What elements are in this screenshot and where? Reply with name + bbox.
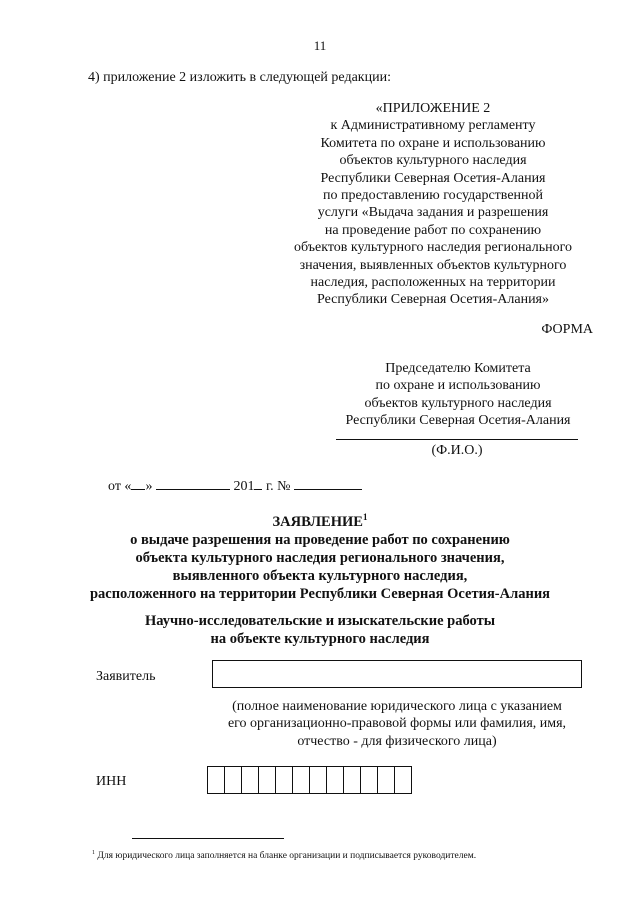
inn-digit-cell[interactable] — [343, 766, 361, 794]
fio-input-line[interactable] — [336, 439, 578, 440]
date-year-suffix: г. № — [265, 479, 291, 494]
appendix-line: услуги «Выдача задания и разрешения — [317, 205, 549, 221]
date-quote-close: » — [145, 479, 153, 494]
inn-digit-cell[interactable] — [360, 766, 378, 794]
inn-input-grid — [208, 766, 412, 794]
inn-digit-cell[interactable] — [241, 766, 259, 794]
document-number-field[interactable] — [294, 477, 362, 490]
title-line: объекта культурного наследия регионального значения, — [135, 549, 505, 566]
intro-paragraph: 4) приложение 2 изложить в следующей редакции: — [88, 70, 391, 85]
subtitle-line: Научно-исследовательские и изыскательские работы — [144, 613, 496, 629]
footnote-mark: 1 — [92, 850, 95, 856]
inn-label: ИНН — [96, 774, 127, 789]
appendix-line: объектов культурного наследия регионального — [293, 240, 573, 256]
appendix-line: значения, выявленных объектов культурного — [299, 257, 567, 273]
inn-digit-cell[interactable] — [326, 766, 344, 794]
inn-digit-cell[interactable] — [258, 766, 276, 794]
inn-digit-cell[interactable] — [309, 766, 327, 794]
year-digit-field[interactable] — [254, 477, 262, 490]
day-field[interactable] — [131, 477, 145, 490]
footnote-ref: 1 — [362, 512, 368, 522]
appendix-line: наследия, расположенных на территории — [310, 275, 556, 291]
applicant-label: Заявитель — [96, 669, 156, 684]
appendix-line: на проведение работ по сохранению — [324, 222, 542, 238]
hint-line: отчество - для физического лица) — [297, 733, 497, 749]
page-number: 11 — [313, 38, 327, 53]
fio-label: (Ф.И.О.) — [431, 443, 483, 458]
title-line: о выдаче разрешения на проведение работ по сохранению — [130, 531, 510, 548]
subtitle-line: на объекте культурного наследия — [210, 631, 430, 647]
addressee-line: объектов культурного наследия — [364, 395, 552, 411]
statement-heading: ЗАЯВЛЕНИЕ — [272, 513, 363, 530]
appendix-line: «ПРИЛОЖЕНИЕ 2 — [375, 101, 491, 116]
appendix-line: Республики Северная Осетия-Алания» — [317, 292, 549, 308]
addressee-line: Республики Северная Осетия-Алания — [345, 413, 571, 429]
appendix-line: Республики Северная Осетия-Алания — [320, 170, 546, 186]
title-line: расположенного на территории Республики Северная Осетия-Алания — [89, 585, 551, 602]
inn-digit-cell[interactable] — [207, 766, 225, 794]
hint-line: (полное наименование юридического лица с указанием — [232, 699, 562, 714]
inn-digit-cell[interactable] — [394, 766, 412, 794]
date-number-line — [108, 477, 362, 495]
form-label: ФОРМА — [541, 322, 593, 337]
appendix-line: по предоставлению государственной — [322, 188, 544, 204]
appendix-header — [268, 100, 598, 309]
addressee-block — [318, 360, 598, 430]
addressee-line: Председателю Комитета — [385, 361, 531, 376]
statement-title — [0, 508, 640, 603]
appendix-line: объектов культурного наследия — [339, 153, 527, 169]
footnote-separator — [132, 838, 284, 839]
title-line: выявленного объекта культурного наследия, — [172, 567, 468, 584]
inn-digit-cell[interactable] — [292, 766, 310, 794]
footnote-text: Для юридического лица заполняется на бланке организации и подписывается руководителем. — [97, 851, 477, 862]
inn-digit-cell[interactable] — [275, 766, 293, 794]
hint-line: его организационно-правовой формы или фамилия, имя, — [227, 716, 567, 732]
month-field[interactable] — [156, 477, 230, 490]
footnote — [92, 850, 476, 861]
appendix-line: Комитета по охране и использованию — [320, 135, 546, 151]
work-type-subtitle — [0, 612, 640, 648]
inn-digit-cell[interactable] — [224, 766, 242, 794]
applicant-hint — [212, 698, 582, 750]
applicant-input[interactable] — [212, 660, 582, 688]
addressee-line: по охране и использованию — [375, 378, 541, 394]
inn-digit-cell[interactable] — [377, 766, 395, 794]
date-from-text: от « — [108, 479, 132, 494]
appendix-line: к Административному регламенту — [330, 118, 536, 134]
date-year-text: 201 — [233, 479, 255, 494]
